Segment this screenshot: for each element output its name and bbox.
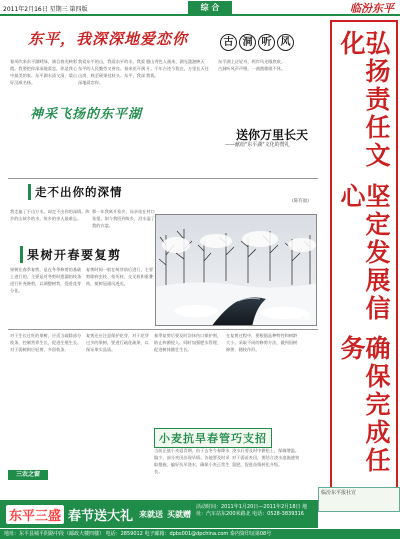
slogan-line: 坚定发展信心 xyxy=(337,182,391,323)
article-title: 果树开春要复剪 xyxy=(20,246,122,263)
article-column: 浇水后要及时中耕松土，保墒增温。对于弱苗麦田，要结合浇水追施速效氮肥，促进苗情转化升级。 xyxy=(232,448,300,467)
circle-title xyxy=(220,34,294,51)
article-column: 春季复剪后要及时涂抹伤口保护剂，防止病菌侵入。同时加强肥水管理，促进树体健壮生长。 xyxy=(154,333,222,352)
photo-caption: 雪景 xyxy=(295,312,311,321)
article-column: 复剪时间一般在萌芽前后进行，主要剪除病虫枝、枯死枝、交叉枝和重叠枝，使树冠通风透光。 xyxy=(86,267,154,286)
section-tab[interactable]: 综 合 xyxy=(188,1,232,14)
poem-title: 送你万里长天 xyxy=(236,128,309,142)
poetry-title: 东平，我深深地爱恋你 xyxy=(28,30,189,48)
poem-column: 我爱东平的山，我爱东平的水，我爱东平的人民勤劳又善良。春来花开满山岗，秋至硕果挂枝头。东平，我深深地爱恋你。 xyxy=(78,59,146,85)
section-divider xyxy=(8,178,318,179)
section-title: 走不出你的深情 xyxy=(28,184,123,200)
article-column: 在复剪过程中，要根据品种特性和树龄大小，采取不同的修剪方法，做到因树修剪、随枝作形。 xyxy=(226,333,298,352)
snow-scene-image xyxy=(156,215,317,326)
ad-slogan: 来就送 xyxy=(139,509,164,519)
circle-char: 洞 xyxy=(239,34,256,51)
column-tag: 三农之窗 xyxy=(8,470,48,480)
poem-column: 春风吹来东平湖畔绿，满目春光映彩霞。我要把你深深地爱恋，你是我心中最美的家。东平湖水清又清，梁山好汉威名扬。 xyxy=(10,59,78,85)
poem-subtitle: ——献给"东平湖"文化的赞礼 xyxy=(225,142,290,148)
circle-char: 听 xyxy=(258,34,275,51)
article-column: 果树在春季复剪，是在冬季修剪的基础上进行的。主要是对冬剪时遗漏的枝条进行补充修剪，以调整树势，促进花芽分化。 xyxy=(10,267,82,293)
section-title-green: 神采飞扬的东平湖 xyxy=(30,107,143,122)
ad-brand: 东平三盛 xyxy=(6,505,64,524)
article-column: 那一年我离开家乡，母亲站在村口张望。如今我回到故乡，泪水湿了我的衣裳。 xyxy=(92,209,155,228)
slogan-panel xyxy=(330,20,398,490)
ad-detail: 活动时间：2011年1月20日—2011年2月18日 地址：汽车站东200米路北 电话：0528-3839316 xyxy=(196,504,308,517)
poem-column: 腊山秀色入画来，湖光潋滟映天开。千年古迹今犹在，万里长天任我裁。 xyxy=(146,59,209,78)
circle-char: 古 xyxy=(220,34,237,51)
issue-date: 2011年2月16日 星期三 第四版 xyxy=(3,6,88,13)
article-column: 复剪还应注意保护花芽，对于花芽过多的果树，要进行疏花疏果，以保证果实品质。 xyxy=(86,333,149,352)
slogan-line: 弘扬责任文化 xyxy=(337,30,391,170)
snow-landscape-photo xyxy=(155,214,317,326)
slogan-line: 确保完成任务 xyxy=(337,335,391,476)
article-title: 小麦抗旱春管巧支招 xyxy=(154,428,272,448)
ad-title: 春节送大礼 xyxy=(68,508,134,524)
article-column: 当前正值小麦返青期，由于去冬今春降水偏少，部分麦田出现旱情。各地要及时采取措施，搞好抗旱浇水，确保小麦正常生长。 xyxy=(154,448,230,474)
article-column: 对于生长过旺的果树，应适当疏除部分枝条，控制营养生长，促进生殖生长。对于弱树则应轻剪，多留枝条。 xyxy=(10,333,82,352)
slogan-footer: 临汾东平报社宣 xyxy=(318,487,400,512)
article-column: 我走遍了千山万水，却走不出你的深情。故乡的山故乡的水，故乡的亲人最难忘。 xyxy=(10,209,90,221)
circle-char: 风 xyxy=(277,34,294,51)
page-footer: 地址：东平县城平阴路中段（邮政大楼四楼） 电话：2859012 电子邮箱：dpbs001@dpchina.com 泰内资印证第08号 xyxy=(0,529,400,539)
page-header xyxy=(0,0,400,16)
newspaper-logo: 临汾东平 xyxy=(350,2,394,15)
advertisement-banner[interactable] xyxy=(0,500,318,528)
section-divider xyxy=(8,329,318,330)
poem-column: 东平湖上泛轻舟，两岸风光眼底收。古洞听风声声慢，一曲渔歌唱不休。 xyxy=(218,59,286,71)
poem-author: (陈有福) xyxy=(292,199,310,204)
ad-slogan: 买就赠 xyxy=(167,509,192,519)
